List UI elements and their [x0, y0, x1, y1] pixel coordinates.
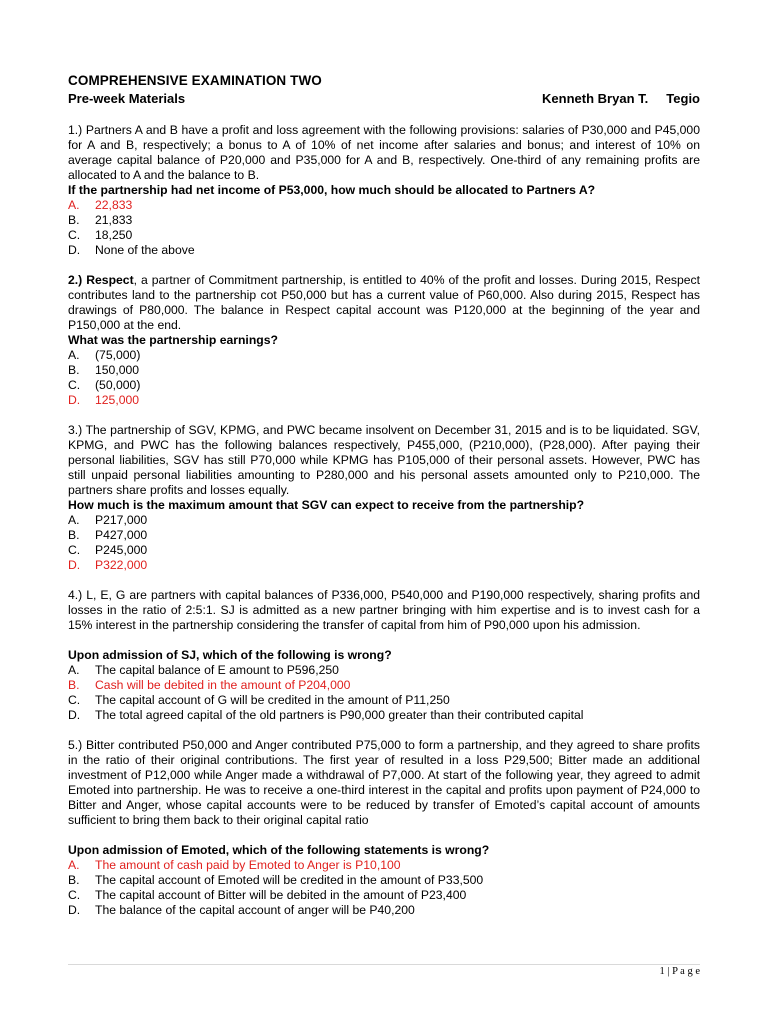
- question-2-options: [68, 348, 700, 408]
- option-letter: A.: [68, 513, 80, 527]
- option: [68, 513, 700, 528]
- question-2: [68, 273, 700, 408]
- page-number: 1: [659, 966, 665, 977]
- footer-separator: |: [664, 966, 673, 977]
- question-5-prompt: Upon admission of Emoted, which of the following statements is wrong?: [68, 843, 490, 857]
- option-letter: D.: [68, 903, 81, 917]
- option-text: 150,000: [95, 363, 140, 377]
- option: [68, 363, 700, 378]
- question-3-prompt: How much is the maximum amount that SGV can expect to receive from the partnership?: [68, 498, 585, 512]
- option-answer: [68, 858, 700, 873]
- option-letter: A.: [68, 348, 80, 362]
- footer-rule: [68, 964, 700, 965]
- question-4-prompt: Upon admission of SJ, which of the following is wrong?: [68, 648, 392, 662]
- option: [68, 693, 700, 708]
- question-1-options: [68, 198, 700, 258]
- option-text: The capital account of Emoted will be credited in the amount of P33,500: [95, 873, 484, 887]
- option: [68, 873, 700, 888]
- question-5-options: [68, 858, 700, 918]
- question-4: [68, 588, 700, 723]
- option-text: 22,833: [95, 198, 133, 212]
- author-first-name: Kenneth Bryan T.: [542, 91, 649, 106]
- option-answer: [68, 558, 700, 573]
- option-letter: C.: [68, 378, 81, 392]
- option: [68, 378, 700, 393]
- option-answer: [68, 393, 700, 408]
- question-5: [68, 738, 700, 918]
- subtitle-row: [68, 90, 700, 107]
- page-footer: [600, 966, 700, 978]
- question-3-text: 3.) The partnership of SGV, KPMG, and PWC became insolvent on December 31, 2015 and is to be liquidated. SGV, KPMG, and PWC has the following balances respectively, P455,000, (P210,000), (P28,000). After paying their personal liabilities, SGV has still P70,000 while KPMG has P105,000 of their personal assets. However, PWC has still unpaid personal liabilities amounting to P280,000 and his personal assets amounted only to P210,000. The partners share profits and losses equally.: [68, 423, 700, 497]
- option-answer: [68, 198, 700, 213]
- option-text: Cash will be debited in the amount of P204,000: [95, 678, 351, 692]
- option-letter: B.: [68, 528, 80, 542]
- page-label: P a g e: [672, 966, 700, 977]
- option: [68, 888, 700, 903]
- subtitle: Pre-week Materials: [68, 91, 186, 106]
- author-last-name: Tegio: [666, 91, 700, 106]
- question-5-text: 5.) Bitter contributed P50,000 and Anger contributed P75,000 to form a partnership, and they agreed to share profits in the ratio of their original contributions. The first year of resulted in a loss P29,500; Bitter made an additional investment of P12,000 while Anger made a withdrawal of P7,000. At start of the following year, they agreed to admit Emoted into partnership. He was to receive a one-third interest in the capital and profits upon payment of P24,000 to Bitter and Anger, whose capital accounts were to be reduced by transfer of Emoted’s capital account of amounts sufficient to bring them back to their original capital ratio: [68, 738, 700, 827]
- question-1-prompt: If the partnership had net income of P53,000, how much should be allocated to Partners A?: [68, 183, 596, 197]
- question-3-options: [68, 513, 700, 573]
- option-letter: B.: [68, 363, 80, 377]
- option: [68, 663, 700, 678]
- option-text: (50,000): [95, 378, 141, 392]
- option-text: The total agreed capital of the old partners is P90,000 greater than their contributed capital: [95, 708, 584, 722]
- option-text: None of the above: [95, 243, 195, 257]
- option: [68, 228, 700, 243]
- exam-title: COMPREHENSIVE EXAMINATION TWO: [68, 73, 322, 88]
- option-text: 125,000: [95, 393, 140, 407]
- option-letter: D.: [68, 708, 81, 722]
- option-letter: C.: [68, 228, 81, 242]
- option-letter: A.: [68, 663, 80, 677]
- question-2-prompt: What was the partnership earnings?: [68, 333, 278, 347]
- question-3: [68, 423, 700, 573]
- option: [68, 243, 700, 258]
- option-text: P427,000: [95, 528, 148, 542]
- option: [68, 708, 700, 723]
- document-header: [68, 72, 700, 107]
- option-text: 21,833: [95, 213, 133, 227]
- option-letter: B.: [68, 213, 80, 227]
- option-letter: C.: [68, 543, 81, 557]
- option-text: The amount of cash paid by Emoted to Anger is P10,100: [95, 858, 401, 872]
- questions: [68, 123, 700, 933]
- option: [68, 543, 700, 558]
- option-letter: A.: [68, 858, 80, 872]
- option-letter: D.: [68, 558, 81, 572]
- option-text: The capital account of G will be credited in the amount of P11,250: [95, 693, 450, 707]
- option-letter: D.: [68, 243, 81, 257]
- option-text: P217,000: [95, 513, 148, 527]
- option: [68, 528, 700, 543]
- option: [68, 213, 700, 228]
- option-text: P245,000: [95, 543, 148, 557]
- option-letter: B.: [68, 873, 80, 887]
- question-1: [68, 123, 700, 258]
- question-2-text: [68, 273, 700, 333]
- question-1-text: 1.) Partners A and B have a profit and loss agreement with the following provisions: salaries of P30,000 and P45,000 for A and B, respectively; a bonus to A of 10% of net income after salaries and bonus; and interest of 10% on average capital balance of P20,000 and P35,000 for A and B, respectively. One-third of any remaining profits are allocated to A and the balance to B.: [68, 123, 700, 182]
- option-text: (75,000): [95, 348, 141, 362]
- option-letter: C.: [68, 888, 81, 902]
- option-answer: [68, 678, 700, 693]
- option-text: The capital balance of E amount to P596,250: [95, 663, 339, 677]
- option-letter: C.: [68, 693, 81, 707]
- question-4-text: 4.) L, E, G are partners with capital balances of P336,000, P540,000 and P190,000 respectively, sharing profits and losses in the ratio of 2:5:1. SJ is admitted as a new partner bringing with him expertise and is to invest cash for a 15% interest in the partnership considering the transfer of capital from him of P90,000 upon his admission.: [68, 588, 700, 632]
- option: [68, 903, 700, 918]
- option: [68, 348, 700, 363]
- question-2-body: , a partner of Commitment partnership, is entitled to 40% of the profit and losses. During 2015, Respect contributes land to the partnership cot P50,000 but has a current value of P60,000. Also during 2015, Respect has drawings of P80,000. The balance in Respect capital account was P120,000 at the beginning of the year and P150,000 at the end.: [68, 273, 700, 332]
- author: [542, 90, 700, 107]
- option-text: 18,250: [95, 228, 133, 242]
- option-text: The capital account of Bitter will be debited in the amount of P23,400: [95, 888, 467, 902]
- option-letter: A.: [68, 198, 80, 212]
- question-2-lead: 2.) Respect: [68, 273, 134, 287]
- option-text: The balance of the capital account of anger will be P40,200: [95, 903, 415, 917]
- option-letter: B.: [68, 678, 80, 692]
- option-letter: D.: [68, 393, 81, 407]
- question-4-options: [68, 663, 700, 723]
- option-text: P322,000: [95, 558, 148, 572]
